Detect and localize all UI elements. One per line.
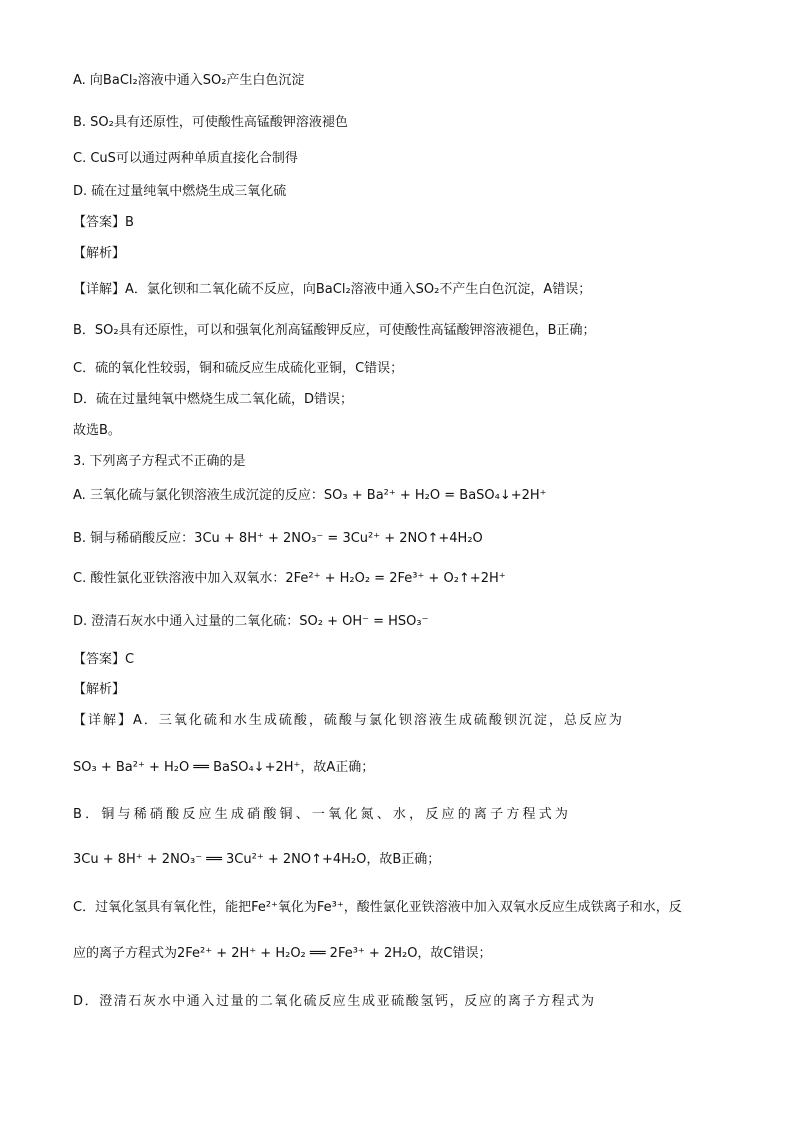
explanation-b: B．SO₂具有还原性，可以和强氧化剂高锰酸钾反应，可使酸性高锰酸钾溶液褪色，B正确； [73,323,596,338]
q3-option-c: C. 酸性氯化亚铁溶液中加入双氧水：2Fe²⁺ + H₂O₂ = 2Fe³⁺ + O₂↑+2H⁺ [73,571,506,586]
explanation-d: D．硫在过量纯氧中燃烧生成二氧化硫，D错误； [73,392,354,407]
option-b-line: B. SO₂具有还原性，可使酸性高锰酸钾溶液褪色 [73,115,348,130]
q3-equation-a: SO₃ + Ba²⁺ + H₂O ══ BaSO₄↓+2H⁺，故A正确； [73,760,375,775]
q3-equation-c: 应的离子方程式为2Fe²⁺ + 2H⁺ + H₂O₂ ══ 2Fe³⁺ + 2H₂O，故C错误； [73,946,492,961]
option-c-line: C. CuS可以通过两种单质直接化合制得 [73,151,298,166]
q3-explanation-d: D．澄清石灰水中通入过量的二氧化硫反应生成亚硫酸氢钙，反应的离子方程式为 [73,994,596,1009]
explanation-a: 【详解】A．氯化钡和二氧化硫不反应，向BaCl₂溶液中通入SO₂不产生白色沉淀，A错误； [73,282,592,297]
answer-line: 【答案】B [73,215,134,230]
conclusion-line: 故选B。 [73,423,121,438]
q3-explanation-c: C．过氧化氢具有氧化性，能把Fe²⁺氧化为Fe³⁺，酸性氯化亚铁溶液中加入双氧水反应生成铁离子和水，反 [73,900,682,915]
option-a-line: A. 向BaCl₂溶液中通入SO₂产生白色沉淀 [73,73,305,88]
q3-answer-line: 【答案】C [73,652,135,667]
option-d-line: D. 硫在过量纯氧中燃烧生成三氧化硫 [73,184,287,199]
q3-option-d: D. 澄清石灰水中通入过量的二氧化硫：SO₂ + OH⁻ = HSO₃⁻ [73,614,429,629]
q3-option-b: B. 铜与稀硝酸反应：3Cu + 8H⁺ + 2NO₃⁻ = 3Cu²⁺ + 2NO↑+4H₂O [73,531,483,546]
q3-explanation-b: B．铜与稀硝酸反应生成硝酸铜、一氧化氮、水，反应的离子方程式为 [73,807,572,822]
analysis-heading: 【解析】 [73,246,126,261]
q3-option-a: A. 三氧化硫与氯化钡溶液生成沉淀的反应：SO₃ + Ba²⁺ + H₂O = BaSO₄↓+2H⁺ [73,488,547,503]
q3-analysis-heading: 【解析】 [73,682,126,697]
q3-explanation-a: 【详解】A．三氧化硫和水生成硫酸，硫酸与氯化钡溶液生成硫酸钡沉淀，总反应为 [73,713,624,728]
question-3-stem: 3. 下列离子方程式不正确的是 [73,454,246,469]
q3-equation-b: 3Cu + 8H⁺ + 2NO₃⁻ ══ 3Cu²⁺ + 2NO↑+4H₂O，故B正确； [73,852,441,867]
explanation-c: C．硫的氧化性较弱，铜和硫反应生成硫化亚铜，C错误； [73,361,404,376]
